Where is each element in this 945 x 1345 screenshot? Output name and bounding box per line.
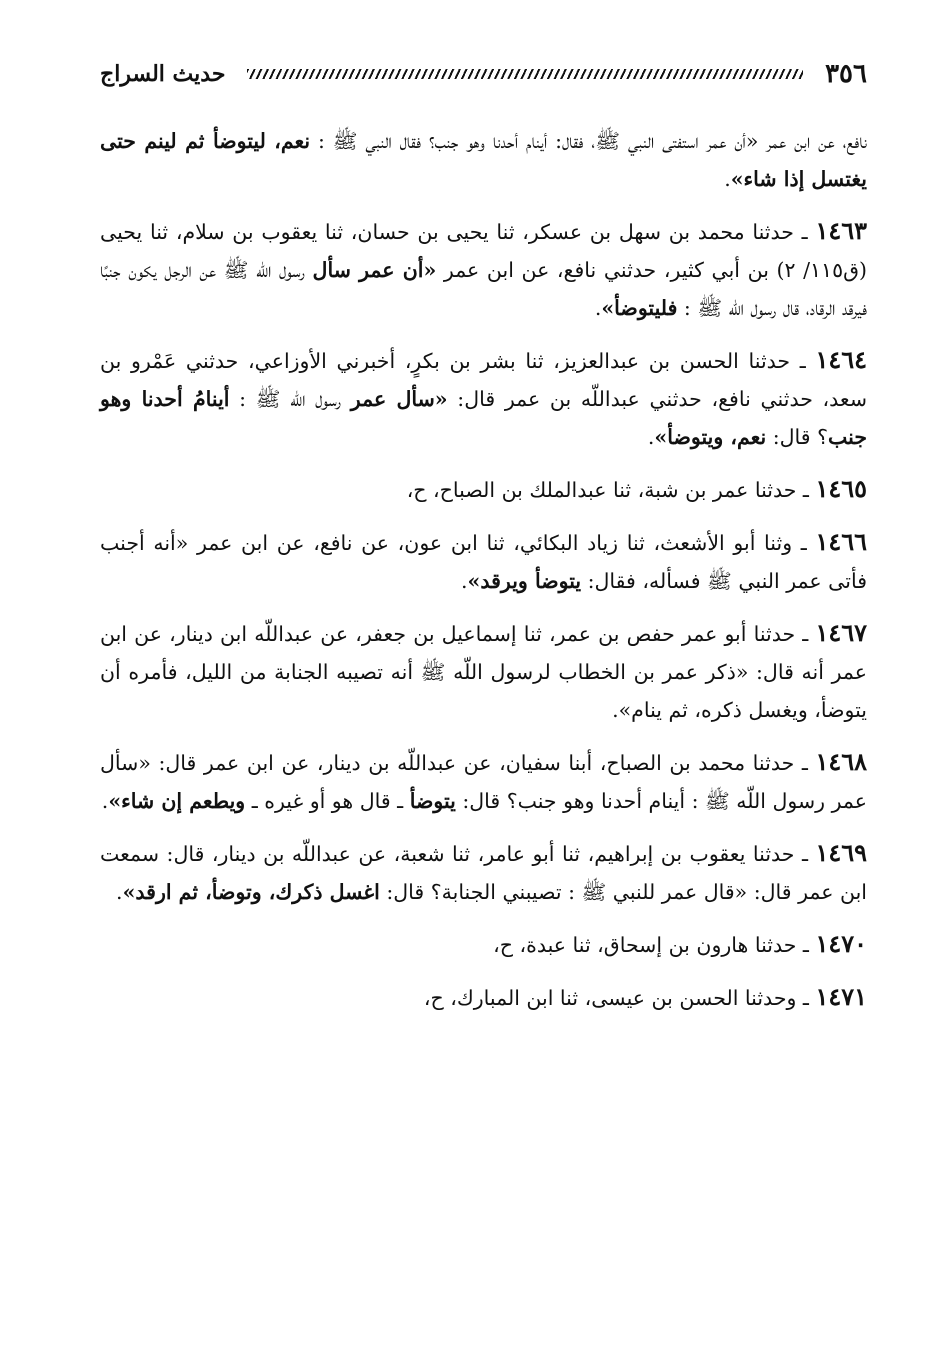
- hadith-1469: [100, 834, 867, 911]
- prophetic-text: نعم، ليتوضأ ثم لينم حتى يغتسل إذا شاء»: [100, 129, 867, 191]
- hadith-number: ١٤٦٨: [815, 747, 867, 776]
- hadith-number: ١٤٦٤: [815, 345, 867, 374]
- continued-paragraph: [100, 122, 867, 198]
- narration-text: ـ وحدثنا الحسن بن عيسى، ثنا ابن المبارك، ح،: [423, 986, 816, 1010]
- hadith-1466: [100, 523, 867, 600]
- narration-text: ؟ قال:: [766, 425, 828, 449]
- page-header: [100, 52, 867, 96]
- hadith-number: ١٤٦٩: [815, 838, 867, 867]
- narration-text: ـ حدثنا أبو عمر حفص بن عمر، ثنا إسماعيل بن جعفر، عن عبداللّه ابن دينار، عن ابن عمر أنه قال: «ذكر عمر بن الخطاب لرسول اللّه ﷺ أنه تصيبه الجنابة من الليل، فأمره أن يتوضأ، ويغسل ذكره، ثم ينام».: [100, 622, 867, 722]
- hadith-number: ١٤٧٠: [815, 929, 867, 958]
- prophetic-text: أينامُ أحدنا وهو جنب: [100, 387, 867, 449]
- narration-text: ـ حدثنا عمر بن شبة، ثنا عبدالملك بن الصباح، ح،: [406, 478, 816, 502]
- narration-text: ـ حدثنا محمد بن سهل بن عسكر، ثنا يحيى بن حسان، ثنا يعقوب بن سلام، ثنا يحيى (ق١١٥/ ٢) بن أبي كثير، حدثني نافع، عن ابن عمر: [100, 220, 867, 282]
- narration-text: رسول اللّه ﷺ عن الرجل يكون جنبًا فيرقد الرقاد، قال رسول اللّه ﷺ :: [100, 258, 867, 320]
- prophetic-text: يتوضأ: [409, 789, 456, 813]
- narration-text: ـ قال هو أو غيره ـ: [245, 789, 410, 813]
- hadith-number: ١٤٧١: [815, 982, 867, 1011]
- prophetic-text: «أن عمر سأل: [312, 258, 437, 282]
- hadith-number: ١٤٦٦: [815, 527, 867, 556]
- narration-text: نافع، عن ابن عمر «أن عمر استفتى النبي ﷺ، فقال: أينام أحدنا وهو جنب؟ فقال النبي ﷺ :: [310, 129, 867, 153]
- narration-text: ـ حدثنا الحسن بن عبدالعزيز، ثنا بشر بن بكرٍ، أخبرني الأوزاعي، حدثني عَمْرو بن سعد، حدثني نافع، حدثني عبداللّه بن عمر قال:: [100, 349, 867, 411]
- hadith-number: ١٤٦٣: [815, 216, 867, 245]
- prophetic-text: ويطعم إن شاء»: [108, 789, 246, 813]
- narration-text: .: [116, 880, 123, 904]
- prophetic-text: يتوضأ ويرقد»: [467, 569, 582, 593]
- hadith-number: ١٤٦٧: [815, 618, 867, 647]
- narration-text: ـ وثنا أبو الأشعث، ثنا زياد البكائي، ثنا ابن عون، عن نافع، عن ابن عمر «أنه أجنب فأتى عمر النبي ﷺ فسأله، فقال:: [100, 531, 867, 593]
- page-body: [100, 122, 867, 1031]
- hadith-1465: [100, 470, 867, 509]
- narration-text: .: [647, 425, 655, 449]
- header-rule: [247, 69, 803, 79]
- narration-text: .: [101, 789, 109, 813]
- narration-text: ـ حدثنا يعقوب بن إبراهيم، ثنا أبو عامر، ثنا شعبة، عن عبداللّه بن دينار، قال: سمعت ابن عمر قال: «قال عمر للنبي ﷺ : تصيبني الجنابة؟ قال:: [100, 842, 867, 904]
- hadith-1468: [100, 743, 867, 820]
- narration-text: ـ حدثنا محمد بن الصباح، أبنا سفيان، عن عبداللّه بن دينار، عن ابن عمر قال: «سأل عمر رسول اللّه ﷺ : أينام أحدنا وهو جنب؟ قال:: [100, 751, 867, 813]
- hadith-1464: [100, 341, 867, 456]
- running-title: حديث السراج: [100, 61, 226, 87]
- hadith-1467: [100, 614, 867, 729]
- narration-text: .: [461, 569, 468, 593]
- narration-text: رسول اللّه ﷺ :: [229, 387, 351, 411]
- narration-text: ـ حدثنا هارون بن إسحاق، ثنا عبدة، ح،: [493, 933, 816, 957]
- prophetic-text: «سأل عمر: [350, 387, 448, 411]
- hadith-1463: [100, 212, 867, 327]
- prophetic-text: نعم، ويتوضأ»: [654, 425, 767, 449]
- prophetic-text: اغسل ذكرك، وتوضأ، ثم ارقد»: [122, 880, 380, 904]
- page-number: ٣٥٦: [825, 59, 867, 89]
- hadith-1471: [100, 978, 867, 1017]
- hadith-number: ١٤٦٥: [815, 474, 867, 503]
- prophetic-text: فليتوضأ»: [601, 296, 678, 320]
- narration-text: .: [594, 296, 602, 320]
- hadith-1470: [100, 925, 867, 964]
- narration-text: .: [724, 167, 731, 191]
